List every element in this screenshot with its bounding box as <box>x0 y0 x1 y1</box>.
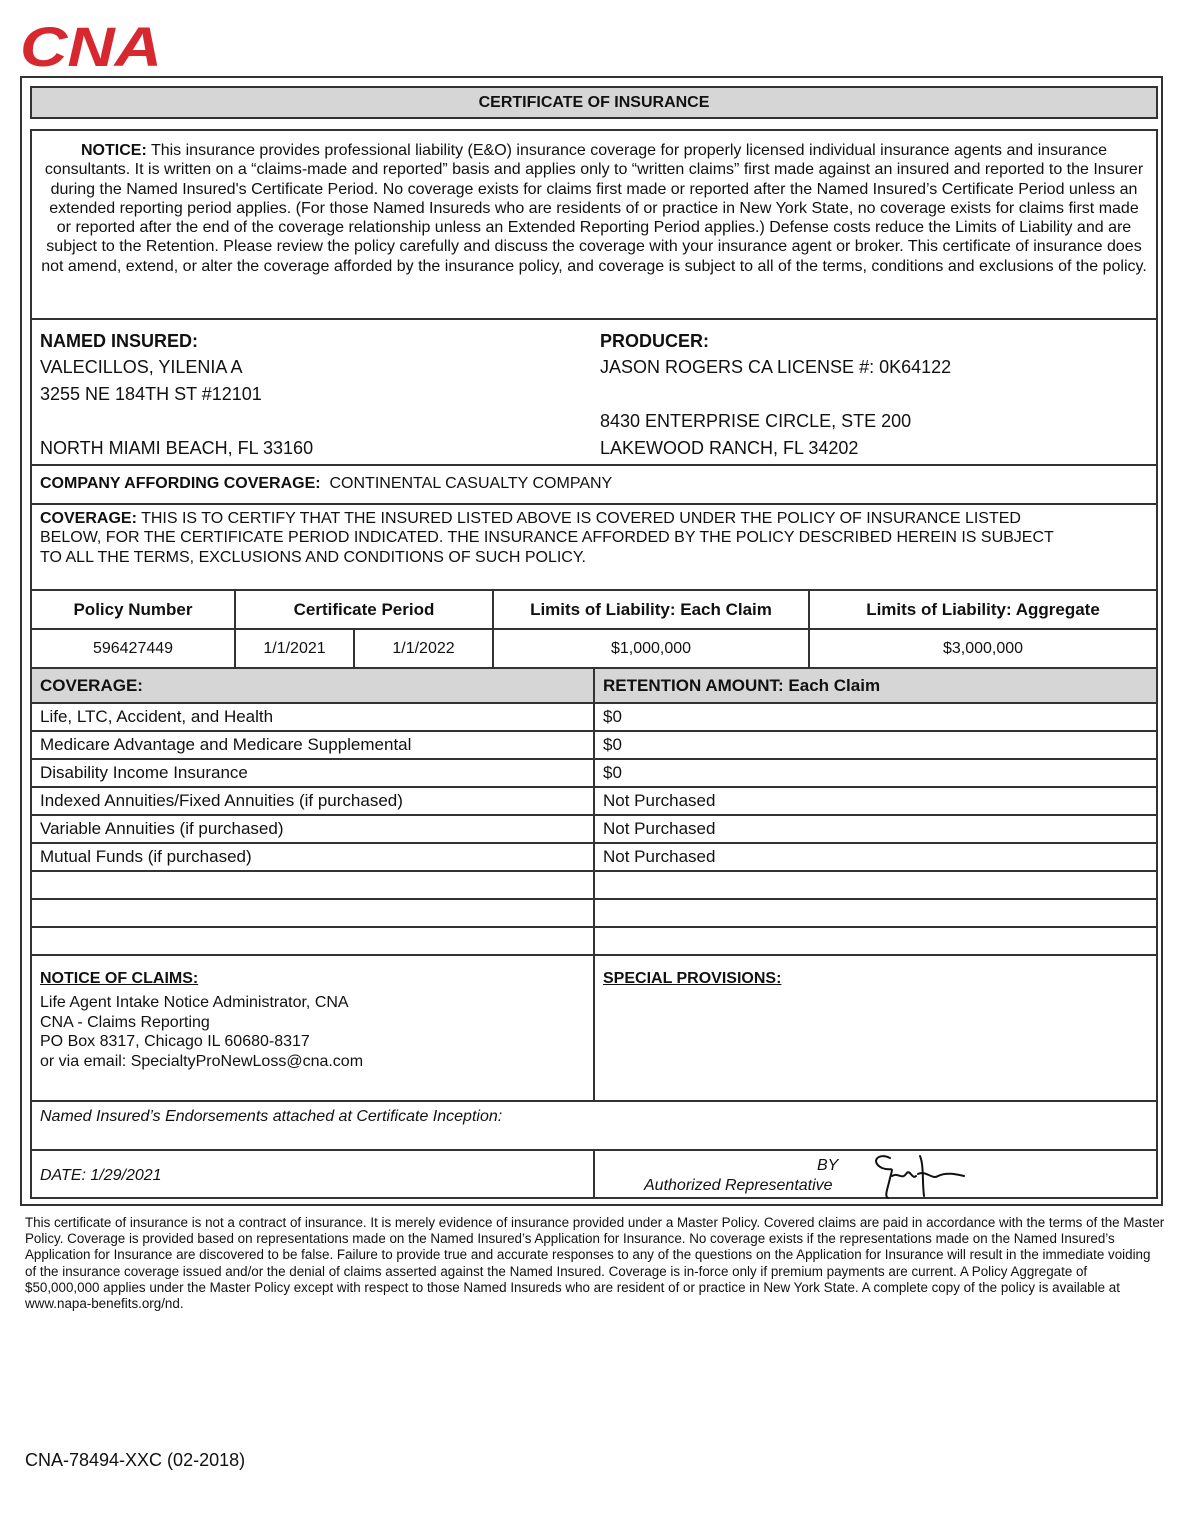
divider <box>593 667 595 1100</box>
retention-value: Not Purchased <box>603 791 716 810</box>
fine-print: This certificate of insurance is not a contract of insurance. It is merely evidence of insurance provided under a Master Policy. Covered claims are paid in accordance with the terms of the Master Policy. Coverage is provided based on representations made on the Named Insured’s Application for Insurance. No coverage exists if the representations made on the Named Insured’s Application for Insurance are discovered to be false. Failure to provide true and accurate responses to any of the questions on the Application for Insurance will result in the immediate voiding of the insurance coverage issued and/or the denial of claims asserted against the Named Insured. Coverage is in-force only if premium payments are current. A Policy Aggregate of $50,000,000 applies under the Master Policy except with respect to those Named Insureds who are resident of or practice in New York State. A complete copy of the policy is available at www.napa-benefits.org/nd. <box>25 1215 1165 1312</box>
divider <box>492 589 494 667</box>
notice-label: NOTICE: <box>81 142 147 159</box>
cna-logo <box>20 22 165 70</box>
coverage-statement-line3: TO ALL THE TERMS, EXCLUSIONS AND CONDITIONS OF SUCH POLICY. <box>40 548 586 566</box>
producer-name: JASON ROGERS CA LICENSE #: 0K64122 <box>600 357 952 377</box>
retention-value: $0 <box>603 763 622 782</box>
retention-value: Not Purchased <box>603 847 716 866</box>
divider <box>808 589 810 667</box>
named-insured-name: VALECILLOS, YILENIA A <box>40 357 243 377</box>
producer-label: PRODUCER: <box>600 331 710 351</box>
divider <box>30 503 1158 505</box>
notice-section <box>30 129 1158 319</box>
divider <box>593 1149 595 1199</box>
coverage-statement <box>40 509 1155 567</box>
named-insured-address1: 3255 NE 184TH ST #12101 <box>40 384 262 404</box>
retention-value: $0 <box>603 735 622 754</box>
coverage-name: Disability Income Insurance <box>40 763 248 782</box>
company-value: CONTINENTAL CASUALTY COMPANY <box>329 475 613 492</box>
endorsements-label: Named Insured’s Endorsements attached at Certificate Inception: <box>40 1108 503 1125</box>
coverage-statement-line1: THIS IS TO CERTIFY THAT THE INSURED LISTED ABOVE IS COVERED UNDER THE POLICY OF INSURANCE LISTED <box>136 510 1021 527</box>
by-label: BY <box>817 1157 839 1174</box>
divider <box>30 464 1158 466</box>
form-number: CNA-78494-XXC (02-2018) <box>25 1450 246 1470</box>
company-affording-coverage <box>40 475 612 493</box>
notice-text: This insurance provides professional liability (E&O) insurance coverage for properly licensed individual insurance agents and insurance consultants. It is written on a “claims-made and reported” basis and applies only to “written claims” first made against an insured and reported to the Insurer during the Named Insured's Certificate Period. No coverage exists for claims first made or reported after the Named Insured’s Certificate Period unless an extended reporting period applies. (For those Named Insureds who are residents of or practice in New York State, no coverage exists for claims first made or reported after the end of the coverage relationship unless an Extended Reporting Period applies.) Defense costs reduce the Limits of Liability and are subject to the Retention. Please review the policy carefully and discuss the coverage with your insurance agent or broker. This certificate of insurance does not amend, extend, or alter the coverage afforded by the insurance policy, and coverage is subject to all of the terms, conditions and exclusions of the policy. <box>41 142 1147 275</box>
period-start-value: 1/1/2021 <box>263 639 326 657</box>
date-field: DATE: 1/29/2021 <box>40 1167 162 1184</box>
coverage-name: Medicare Advantage and Medicare Supplemental <box>40 735 412 754</box>
claims-line2: CNA - Claims Reporting <box>40 1014 210 1031</box>
each-claim-value: $1,000,000 <box>610 639 692 657</box>
certificate-period-header: Certificate Period <box>293 599 435 619</box>
claims-line3: PO Box 8317, Chicago IL 60680-8317 <box>40 1033 310 1050</box>
svg-text:CNA: CNA <box>20 22 162 70</box>
coverage-name: Indexed Annuities/Fixed Annuities (if purchased) <box>40 791 403 810</box>
each-claim-header: Limits of Liability: Each Claim <box>530 599 772 619</box>
retention-value: Not Purchased <box>603 819 716 838</box>
retention-header: RETENTION AMOUNT: Each Claim <box>595 669 1156 702</box>
divider <box>353 628 355 667</box>
period-end-value: 1/1/2022 <box>392 639 455 657</box>
coverage-statement-line2: BELOW, FOR THE CERTIFICATE PERIOD INDICATED. THE INSURANCE AFFORDED BY THE POLICY DESCRIBED HEREIN IS SUBJECT <box>40 529 1054 547</box>
claims-line4: or via email: SpecialtyProNewLoss@cna.com <box>40 1053 364 1070</box>
notice-of-claims-label: NOTICE OF CLAIMS: <box>40 970 199 987</box>
signature-image <box>868 1150 968 1200</box>
policy-number-header: Policy Number <box>73 599 193 619</box>
named-insured-label: NAMED INSURED: <box>40 331 199 351</box>
claims-line1: Life Agent Intake Notice Administrator, CNA <box>40 994 349 1011</box>
policy-number-value: 596427449 <box>92 639 174 657</box>
coverage-header: COVERAGE: <box>32 669 593 702</box>
coverage-name: Variable Annuities (if purchased) <box>40 819 284 838</box>
coverage-name: Life, LTC, Accident, and Health <box>40 707 274 726</box>
company-label: COMPANY AFFORDING COVERAGE: <box>40 475 321 492</box>
named-insured-address2: NORTH MIAMI BEACH, FL 33160 <box>40 438 314 458</box>
coverage-statement-label: COVERAGE: <box>40 510 137 527</box>
coverage-name: Mutual Funds (if purchased) <box>40 847 252 866</box>
producer-address2: LAKEWOOD RANCH, FL 34202 <box>600 438 859 458</box>
aggregate-header: Limits of Liability: Aggregate <box>866 599 1100 619</box>
divider <box>234 589 236 667</box>
page-title: CERTIFICATE OF INSURANCE <box>30 86 1158 119</box>
authorized-representative-label: Authorized Representative <box>644 1177 833 1194</box>
retention-value: $0 <box>603 707 622 726</box>
producer-address1: 8430 ENTERPRISE CIRCLE, STE 200 <box>600 411 912 431</box>
divider <box>30 1100 1158 1102</box>
special-provisions-label: SPECIAL PROVISIONS: <box>603 970 782 987</box>
aggregate-value: $3,000,000 <box>942 639 1024 657</box>
